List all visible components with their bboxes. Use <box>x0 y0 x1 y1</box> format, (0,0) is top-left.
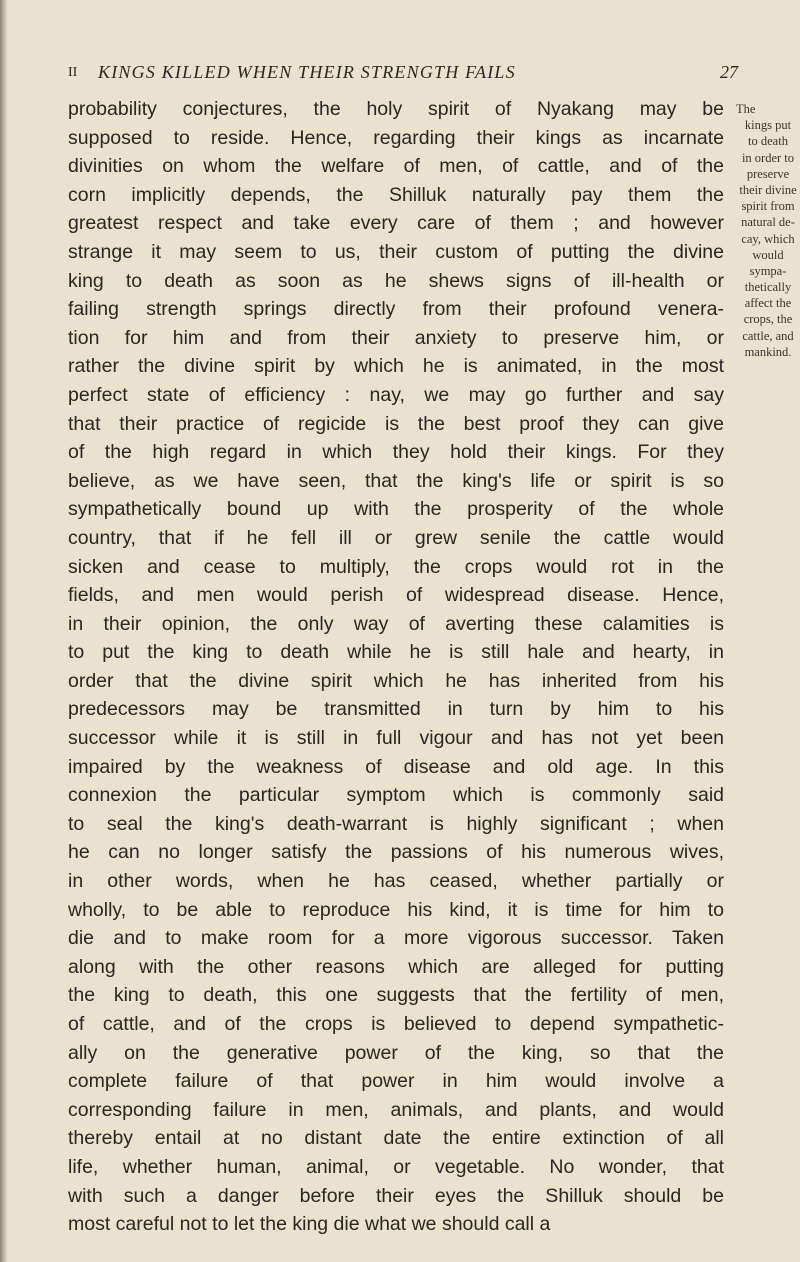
text-line: impaired by the weakness of disease and old age. In this <box>68 755 724 778</box>
text-line: ally on the generative power of the king, so that the <box>68 1041 724 1064</box>
text-line: tion for him and from their anxiety to preserve him, or <box>68 326 724 349</box>
text-line: connexion the particular symptom which is commonly said <box>68 784 724 807</box>
text-line: perfect state of efficiency : nay, we may go further and say <box>68 383 724 406</box>
text-line: king to death as soon as he shews signs of ill-health or <box>68 269 724 292</box>
text-line: wholly, to be able to reproduce his kind, it is time for him to <box>68 898 724 921</box>
text-line: failing strength springs directly from their profound venera- <box>68 298 724 321</box>
text-line: sicken and cease to multiply, the crops would rot in the <box>68 555 724 578</box>
body-text <box>68 95 724 1239</box>
text-line: thereby entail at no distant date the entire extinction of all <box>68 1127 724 1150</box>
margin-note-line: natural de- <box>741 215 795 230</box>
margin-note-line: affect the <box>744 296 792 311</box>
margin-note-line: spirit from <box>741 199 795 214</box>
text-line: sympathetically bound up with the prosperity of the whole <box>68 498 724 521</box>
margin-note-line: The <box>736 102 756 116</box>
margin-note <box>736 101 800 360</box>
margin-note-line: preserve <box>746 166 790 181</box>
text-line: rather the divine spirit by which he is animated, in the most <box>68 355 724 378</box>
page-number: 27 <box>720 62 738 82</box>
margin-note-line: in order to <box>741 150 795 165</box>
text-line: order that the divine spirit which he has inherited from his <box>68 669 724 692</box>
margin-note-line: sympa- <box>749 263 787 278</box>
margin-note-line: to death <box>748 134 788 149</box>
text-line: country, that if he fell ill or grew senile the cattle would <box>68 526 724 549</box>
text-line: the king to death, this one suggests that the fertility of men, <box>68 984 724 1007</box>
text-line: that their practice of regicide is the best proof they can give <box>68 412 724 435</box>
text-line: in other words, when he has ceased, whether partially or <box>68 870 724 893</box>
margin-note-line: kings put <box>744 118 792 133</box>
margin-note-line: mankind. <box>744 344 792 359</box>
text-line: corn implicitly depends, the Shilluk naturally pay them the <box>68 183 724 206</box>
text-line: die and to make room for a more vigorous successor. Taken <box>68 927 724 950</box>
running-header <box>68 62 738 88</box>
margin-note-line: crops, the <box>743 312 793 327</box>
text-line: to seal the king's death-warrant is highly significant ; when <box>68 812 724 835</box>
chapter-number: II <box>68 65 78 80</box>
running-title: KINGS KILLED WHEN THEIR STRENGTH FAILS <box>98 62 516 82</box>
text-line: to put the king to death while he is still hale and hearty, in <box>68 641 724 664</box>
text-line: fields, and men would perish of widespread disease. Hence, <box>68 584 724 607</box>
margin-note-line: their divine <box>739 182 797 197</box>
text-line: believe, as we have seen, that the king's life or spirit is so <box>68 469 724 492</box>
text-line: successor while it is still in full vigour and has not yet been <box>68 727 724 750</box>
text-line: most careful not to let the king die what we should call a <box>68 1213 551 1236</box>
text-line: in their opinion, the only way of averting these calamities is <box>68 612 724 635</box>
text-line: of cattle, and of the crops is believed to depend sympathetic- <box>68 1013 724 1035</box>
text-line: of the high regard in which they hold their kings. For they <box>68 441 724 464</box>
text-line: with such a danger before their eyes the Shilluk should be <box>68 1184 724 1207</box>
text-line: greatest respect and take every care of them ; and however <box>68 212 724 235</box>
margin-note-line: cattle, and <box>742 328 794 343</box>
page-edge-shadow <box>0 0 8 1262</box>
margin-note-line: cay, which <box>741 231 795 246</box>
margin-note-line: thetically <box>744 280 792 295</box>
text-line: life, whether human, animal, or vegetable. No wonder, that <box>68 1155 724 1178</box>
text-line: complete failure of that power in him would involve a <box>68 1070 724 1093</box>
margin-note-line: would <box>752 247 784 262</box>
text-line: corresponding failure in men, animals, and plants, and would <box>68 1098 724 1121</box>
text-line: divinities on whom the welfare of men, of cattle, and of the <box>68 155 724 178</box>
text-line: probability conjectures, the holy spirit of Nyakang may be <box>68 98 724 120</box>
text-line: predecessors may be transmitted in turn by him to his <box>68 698 724 721</box>
text-line: along with the other reasons which are alleged for putting <box>68 955 724 978</box>
text-line: supposed to reside. Hence, regarding their kings as incarnate <box>68 126 724 149</box>
text-line: strange it may seem to us, their custom of putting the divine <box>68 240 724 263</box>
text-line: he can no longer satisfy the passions of his numerous wives, <box>68 841 724 864</box>
